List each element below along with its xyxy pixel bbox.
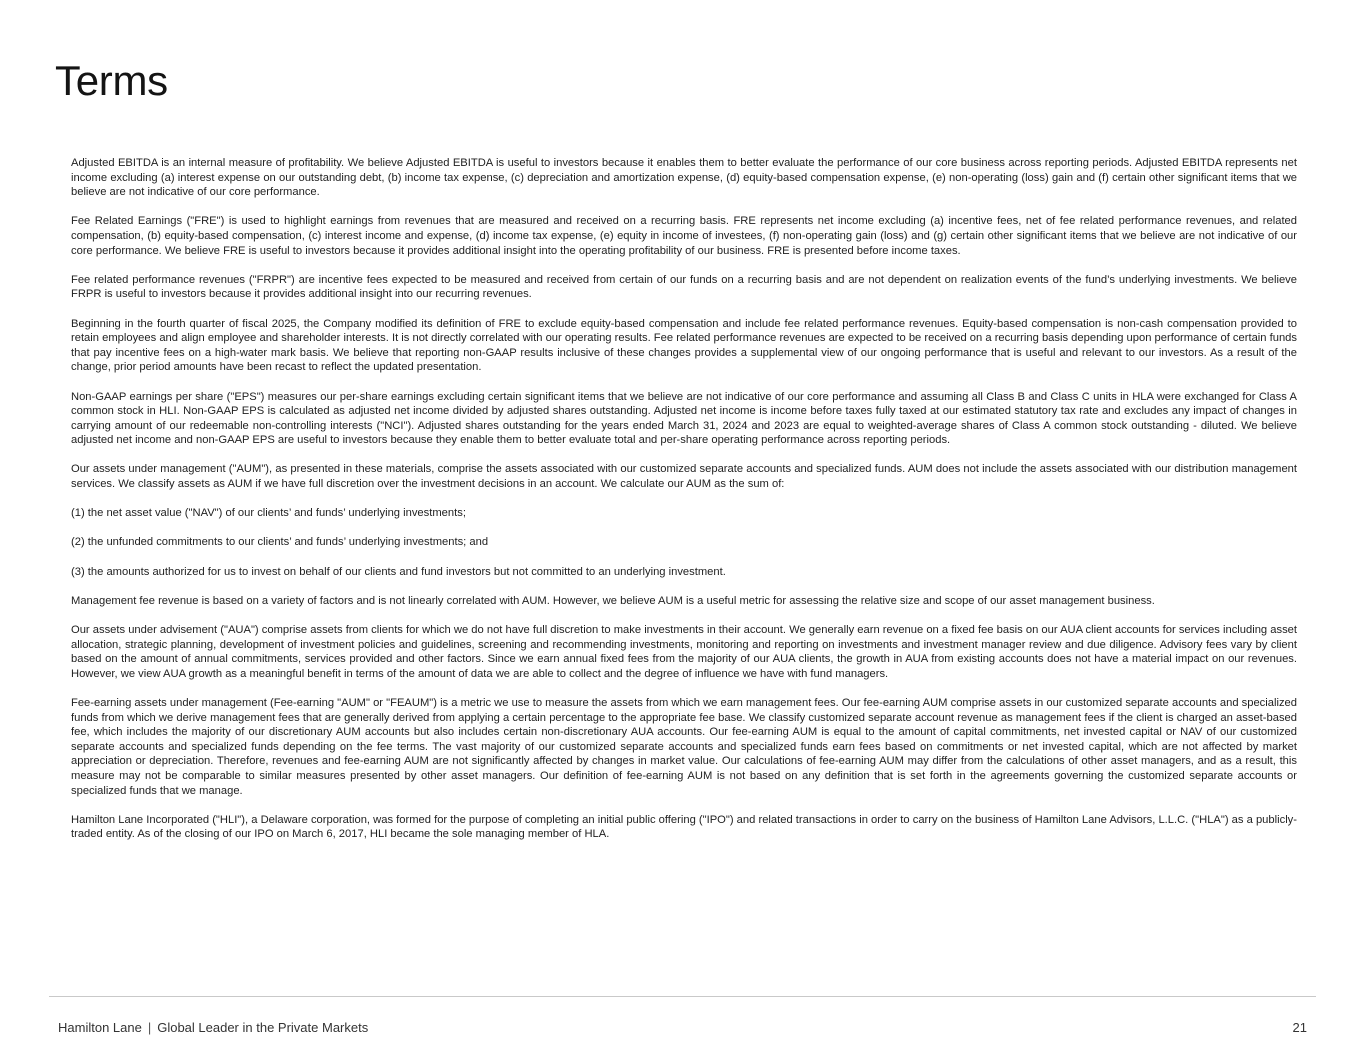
paragraph-management-fee: Management fee revenue is based on a variety of factors and is not linearly correlated with AUM. However, we believe AUM is a useful metric for assessing the relative size and scope of our asset management business. xyxy=(71,594,1155,607)
footer-company: Hamilton Lane xyxy=(58,1020,142,1035)
paragraph-adjusted-ebitda: Adjusted EBITDA is an internal measure of profitability. We believe Adjusted EBITDA is useful to investors because it enables them to better evaluate the performance of our core business across reporting periods. Adjusted EBITDA represents net income excluding (a) interest expense on our outstanding debt, (b) income tax expense, (c) depreciation and amortization expense, (d) equity-based compensation expense, (e) non-operating (loss) gain and (f) certain other significant items that we believe are not indicative of our core performance. xyxy=(71,157,1297,199)
footer-divider xyxy=(49,996,1316,997)
paragraph-aum-item-1: (1) the net asset value ("NAV") of our clients’ and funds’ underlying investments; xyxy=(71,507,466,520)
page-title: Terms xyxy=(55,57,168,104)
paragraph-non-gaap-eps: Non-GAAP earnings per share ("EPS") measures our per-share earnings excluding certain significant items that we believe are not indicative of our core performance and assuming all Class B and Class C units in HLA were exchanged for Class A common stock in HLI. Non-GAAP EPS is calculated as adjusted net income divided by adjusted shares outstanding. Adjusted net income is income before taxes fully taxed at our estimated statutory tax rate and excludes any impact of changes in carrying amount of our redeemable non-controlling interests ("NCI"). Adjusted shares outstanding for the years ended March 31, 2024 and 2023 are equal to weighted-average shares of Class A common stock outstanding - diluted. We believe adjusted net income and non-GAAP EPS are useful to investors because they enable them to better evaluate total and per-share operating performance across reporting periods. xyxy=(71,390,1297,447)
paragraph-fee-earning-aum: Fee-earning assets under management (Fee-earning "AUM" or "FEAUM") is a metric we use to measure the assets from which we earn management fees. Our fee-earning AUM comprise assets in our customized separate accounts and specialized funds from which we derive management fees that are generally derived from applying a certain percentage to the appropriate fee base. We classify customized separate account revenue as management fees if the client is charged an asset-based fee, which includes the majority of our discretionary AUM accounts but also includes certain non-discretionary AUA accounts. Our fee-earning AUM is equal to the amount of capital commitments, net invested capital or NAV of our customized separate accounts and specialized funds depending on the fee terms. The vast majority of our customized separate accounts and specialized funds earn fees based on commitments or net invested capital, which are not affected by market appreciation or depreciation. Therefore, revenues and fee-earning AUM are not significantly affected by changes in market value. Our calculations of fee-earning AUM may differ from the calculations of other asset managers, and as a result, this measure may not be comparable to similar measures presented by other asset managers. Our definition of fee-earning AUM is not based on any definition that is set forth in the agreements governing the customized separate accounts or specialized funds that we manage. xyxy=(71,696,1297,797)
paragraph-fre-definition-change: Beginning in the fourth quarter of fiscal 2025, the Company modified its definition of FRE to exclude equity-based compensation and include fee related performance revenues. Equity-based compensation is non-cash compensation provided to retain employees and align employee and shareholder interests. It is not directly correlated with our operating results. Fee related performance revenues are expected to be received on a recurring basis depending upon performance of certain funds that pay incentive fees on a high-water mark basis. We believe that reporting non-GAAP results inclusive of these changes provides a supplemental view of our ongoing performance that is useful and relevant to our investors. As a result of the change, prior period amounts have been recast to reflect the updated presentation. xyxy=(71,317,1297,374)
footer-separator: | xyxy=(147,1020,152,1035)
page-number: 21 xyxy=(1292,1020,1307,1035)
terms-body xyxy=(71,156,1297,857)
paragraph-aum-item-3: (3) the amounts authorized for us to invest on behalf of our clients and fund investors but not committed to an underlying investment. xyxy=(71,565,726,578)
paragraph-fee-related-earnings: Fee Related Earnings ("FRE") is used to highlight earnings from revenues that are measured and received on a recurring basis. FRE represents net income excluding (a) incentive fees, net of fee related performance revenues, and related compensation, (b) equity-based compensation, (c) interest income and expense, (d) income tax expense, (e) equity in income of investees, (f) non-operating gain (loss) and (g) certain other significant items that we believe are not indicative of our core performance. We believe FRE is useful to investors because it provides additional insight into the operating profitability of our business. FRE is presented before income taxes. xyxy=(71,215,1297,257)
paragraph-aum: Our assets under management ("AUM"), as presented in these materials, comprise the assets associated with our customized separate accounts and specialized funds. AUM does not include the assets associated with our distribution management services. We classify assets as AUM if we have full discretion over the investment decisions in an account. We calculate our AUM as the sum of: xyxy=(71,463,1297,491)
paragraph-aum-item-2: (2) the unfunded commitments to our clients’ and funds’ underlying investments; and xyxy=(71,536,489,549)
footer-branding xyxy=(58,1020,368,1036)
footer-tagline: Global Leader in the Private Markets xyxy=(157,1020,369,1035)
paragraph-hli: Hamilton Lane Incorporated ("HLI"), a Delaware corporation, was formed for the purpose of completing an initial public offering ("IPO") and related transactions in order to carry on the business of Hamilton Lane Advisors, L.L.C. ("HLA") as a publicly-traded entity. As of the closing of our IPO on March 6, 2017, HLI became the sole managing member of HLA. xyxy=(71,813,1297,841)
paragraph-aua: Our assets under advisement ("AUA") comprise assets from clients for which we do not have full discretion to make investments in their account. We generally earn revenue on a fixed fee basis on our AUA client accounts for services including asset allocation, strategic planning, development of investment policies and guidelines, screening and recommending investments, monitoring and reporting on investments and investment manager review and due diligence. Advisory fees vary by client based on the amount of annual commitments, services provided and other factors. Since we earn annual fixed fees from the majority of our AUA clients, the growth in AUA from existing accounts does not have a material impact on our revenues. However, we view AUA growth as a meaningful benefit in terms of the amount of data we are able to collect and the degree of influence we have with fund managers. xyxy=(71,624,1297,680)
paragraph-frpr: Fee related performance revenues ("FRPR") are incentive fees expected to be measured and received from certain of our funds on a recurring basis and are not dependent on realization events of the fund’s underlying investments. We believe FRPR is useful to investors because it provides additional insight into our recurring revenues. xyxy=(71,273,1297,301)
